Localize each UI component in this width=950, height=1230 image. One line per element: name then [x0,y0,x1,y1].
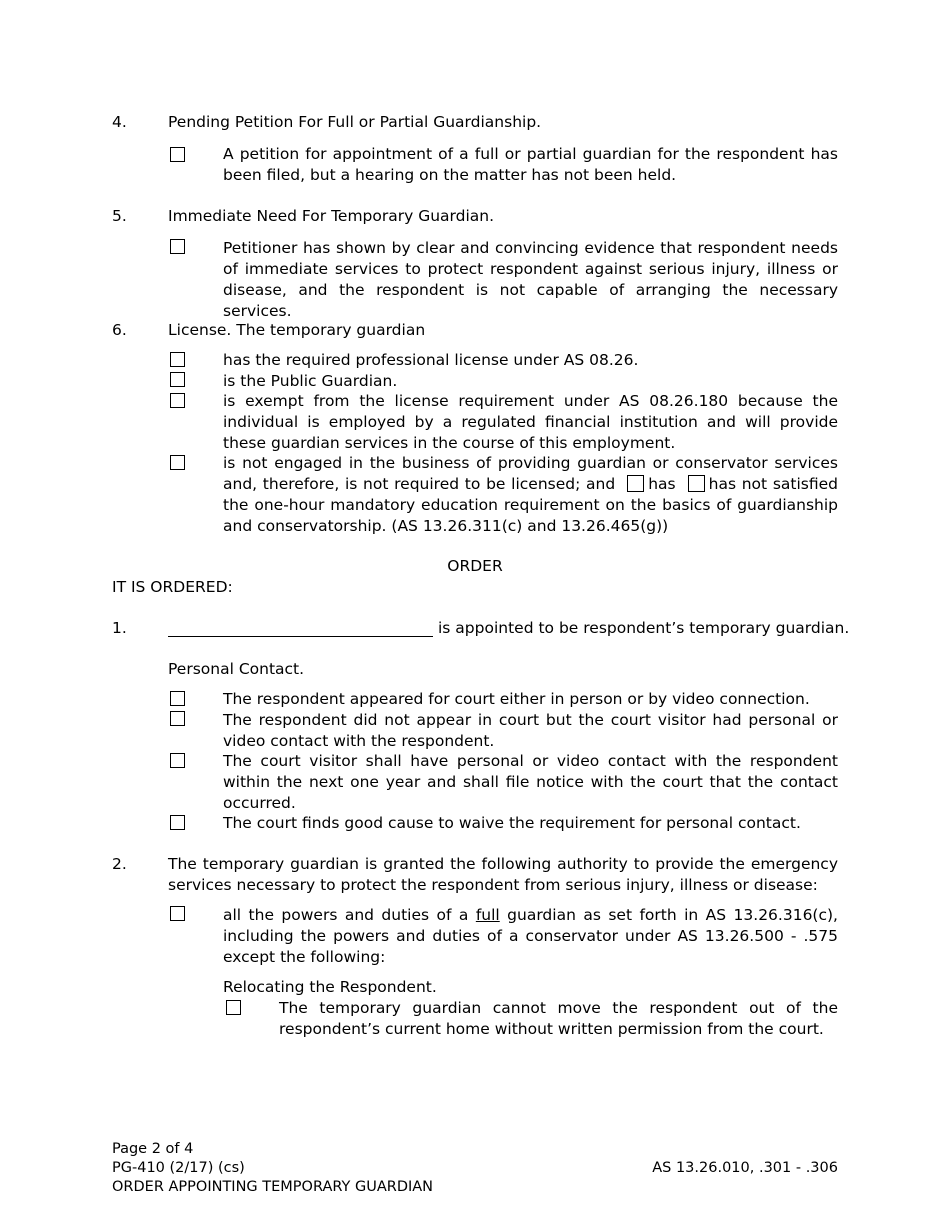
full-powers-underlined: full [475,906,500,924]
contact-appeared-checkbox[interactable] [170,691,185,706]
section-5-number: 5. [112,207,127,225]
license-professional-text: has the required professional license under AS 08.26. [223,351,639,369]
full-powers-text [223,905,838,968]
contact-future-checkbox[interactable] [170,753,185,768]
full-powers-text-b: guardian as set forth in AS 13.26.316(c), including the powers and duties of a conservator under AS 13.26.500 - .575 except the following: [223,906,838,966]
education-has-checkbox[interactable] [627,475,644,492]
education-has-label: has [648,475,676,493]
footer-form-number: PG-410 (2/17) (cs) [112,1160,245,1176]
contact-appeared-text: The respondent appeared for court either in person or by video connection. [223,690,810,708]
education-has-not-checkbox[interactable] [688,475,705,492]
contact-future-text: The court visitor shall have personal or video contact with the respondent within the next one year and shall file notice with the court that the contact occurred. [223,752,838,812]
full-powers-text-a: all the powers and duties of a [223,906,469,924]
immediate-need-checkbox[interactable] [170,239,185,254]
guardian-appointed-text: is appointed to be respondent’s temporary guardian. [438,619,850,637]
order-intro: IT IS ORDERED: [112,578,233,596]
relocating-checkbox[interactable] [226,1000,241,1015]
footer-statute: AS 13.26.010, .301 - .306 [652,1160,838,1176]
contact-waive-text: The court finds good cause to waive the requirement for personal contact. [223,814,801,832]
section-6-heading: License. The temporary guardian [168,321,426,339]
license-public-guardian-checkbox[interactable] [170,372,185,387]
personal-contact-heading: Personal Contact. [168,660,305,678]
petition-filed-checkbox[interactable] [170,147,185,162]
footer-page-number: Page 2 of 4 [112,1141,194,1157]
license-exempt-checkbox[interactable] [170,393,185,408]
license-not-engaged-checkbox[interactable] [170,455,185,470]
item-1-number: 1. [112,619,127,637]
license-public-guardian-text: is the Public Guardian. [223,372,398,390]
license-not-engaged-text-a: is not engaged in the business of providing guardian or conservator services and, therefore, is not required to be licensed; and [223,454,838,493]
section-4-number: 4. [112,113,127,131]
license-professional-checkbox[interactable] [170,352,185,367]
order-title: ORDER [447,557,503,575]
license-not-engaged-text [223,453,838,537]
full-powers-checkbox[interactable] [170,906,185,921]
education-has-not-text: has not satisfied the one-hour mandatory education requirement on the basics of guardianship and conservatorship. (AS 13.26.311(c) and 13.26.465(g)) [223,475,839,535]
contact-visitor-checkbox[interactable] [170,711,185,726]
guardian-name-field[interactable] [168,636,433,637]
item-2-number: 2. [112,855,127,873]
section-4-heading: Pending Petition For Full or Partial Guardianship. [168,113,542,131]
authority-text: The temporary guardian is granted the following authority to provide the emergency services necessary to protect the respondent from serious injury, illness or disease: [168,855,838,894]
relocating-heading: Relocating the Respondent. [223,978,437,996]
immediate-need-text: Petitioner has shown by clear and convincing evidence that respondent needs of immediate services to protect respondent against serious injury, illness or disease, and the respondent is not capable of arranging the necessary services. [223,239,838,320]
petition-filed-text: A petition for appointment of a full or partial guardian for the respondent has been filed, but a hearing on the matter has not been held. [223,145,838,184]
contact-waive-checkbox[interactable] [170,815,185,830]
license-exempt-text: is exempt from the license requirement under AS 08.26.180 because the individual is employed by a regulated financial institution and will provide these guardian services in the course of this employment. [223,392,838,452]
footer-form-title: ORDER APPOINTING TEMPORARY GUARDIAN [112,1179,434,1195]
relocating-text: The temporary guardian cannot move the respondent out of the respondent’s current home without written permission from the court. [279,999,838,1038]
section-6-number: 6. [112,321,127,339]
section-5-heading: Immediate Need For Temporary Guardian. [168,207,495,225]
contact-visitor-text: The respondent did not appear in court but the court visitor had personal or video contact with the respondent. [223,711,838,750]
